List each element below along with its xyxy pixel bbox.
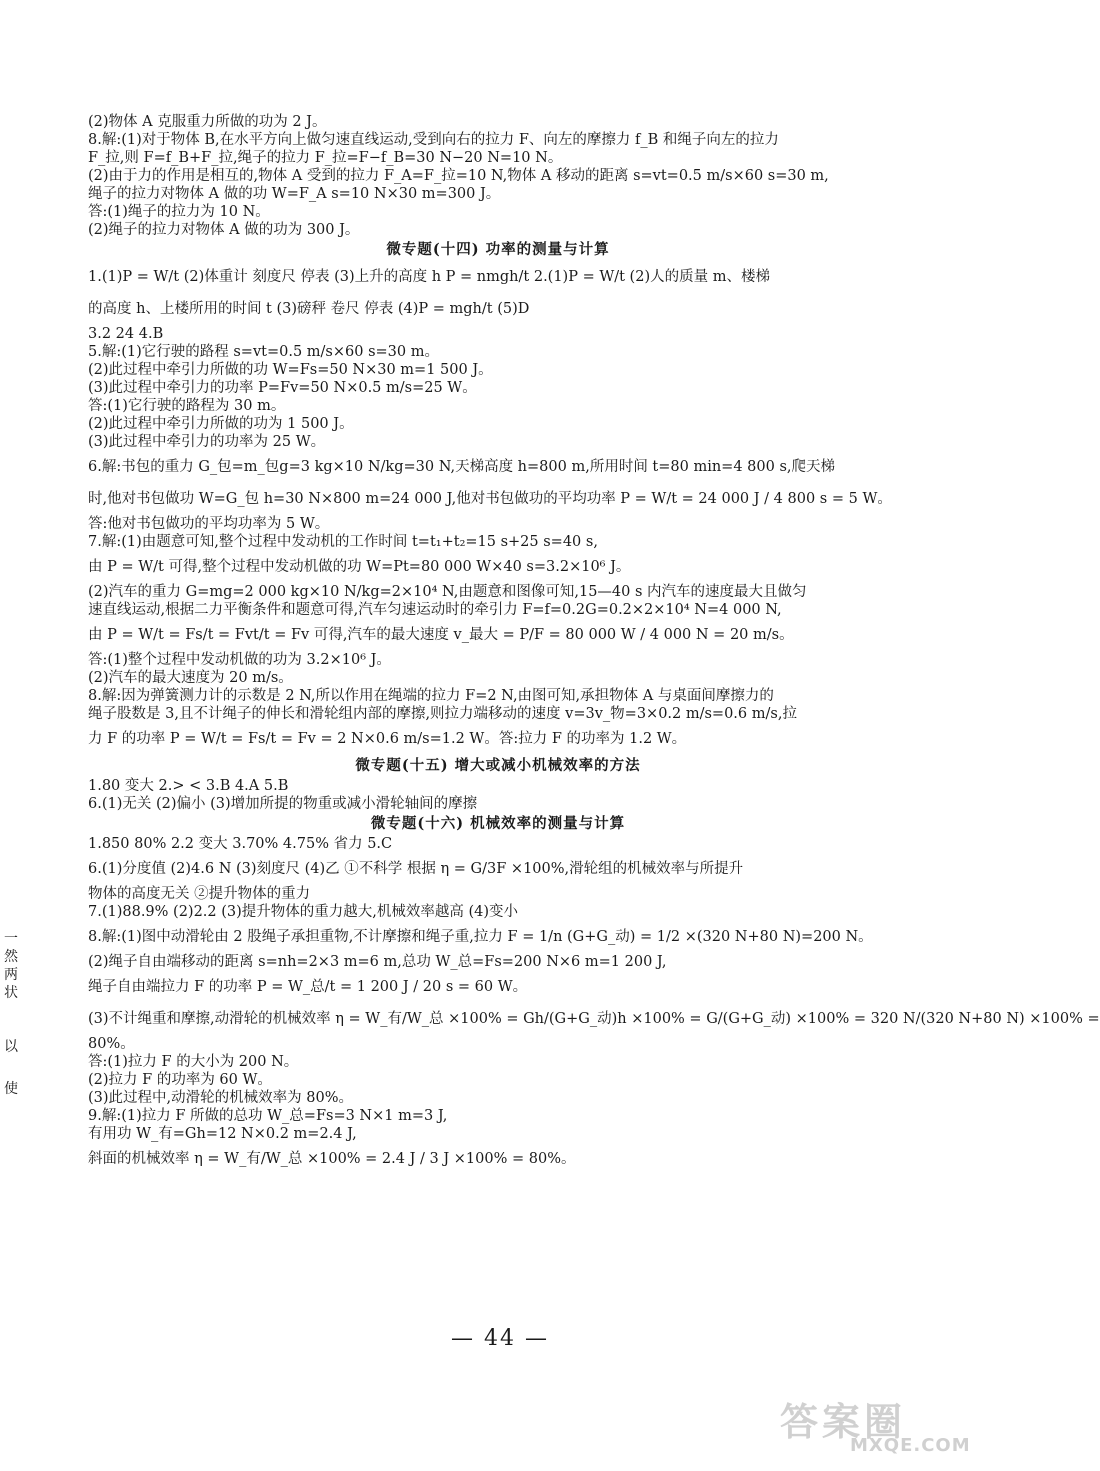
text-line: 80%。: [88, 1036, 135, 1052]
watermark-url: MXQE.COM: [850, 1435, 971, 1456]
text-line: (3)此过程中,动滑轮的机械效率为 80%。: [88, 1090, 353, 1106]
text-line: 答:(1)拉力 F 的大小为 200 N。: [88, 1054, 299, 1070]
margin-char: 使: [4, 1081, 18, 1097]
text-line: 7.解:(1)由题意可知,整个过程中发动机的工作时间 t=t₁+t₂=15 s+25 s=40 s,: [88, 534, 598, 550]
text-line: 斜面的机械效率 η = W_有/W_总 ×100% = 2.4 J / 3 J ×100% = 80%。: [88, 1151, 576, 1167]
text-line: 速直线运动,根据二力平衡条件和题意可得,汽车匀速运动时的牵引力 F=f=0.2G=0.2×2×10⁴ N=4 000 N,: [88, 602, 782, 618]
text-line: 答:(1)它行驶的路程为 30 m。: [88, 398, 286, 414]
text-line: 9.解:(1)拉力 F 所做的总功 W_总=Fs=3 N×1 m=3 J,: [88, 1108, 448, 1124]
margin-char: 状: [4, 985, 18, 1001]
margin-char: 两: [4, 967, 18, 983]
text-line: (2)绳子的拉力对物体 A 做的功为 300 J。: [88, 222, 360, 238]
margin-char: 然: [4, 949, 18, 965]
text-line: (2)汽车的重力 G=mg=2 000 kg×10 N/kg=2×10⁴ N,由题意和图像可知,15—40 s 内汽车的速度最大且做匀: [88, 584, 807, 600]
text-line: F_拉,则 F=f_B+F_拉,绳子的拉力 F_拉=F−f_B=30 N−20 N=10 N。: [88, 150, 563, 166]
text-line: (3)此过程中牵引力的功率 P=Fv=50 N×0.5 m/s=25 W。: [88, 380, 477, 396]
watermark-text: 答案圈: [780, 1400, 907, 1444]
text-line: (2)此过程中牵引力所做的功为 1 500 J。: [88, 416, 354, 432]
text-line: 8.解:(1)对于物体 B,在水平方向上做匀速直线运动,受到向右的拉力 F、向左的摩擦力 f_B 和绳子向左的拉力: [88, 132, 779, 148]
text-line: 答:他对书包做功的平均功率为 5 W。: [88, 516, 330, 532]
margin-char: 以: [4, 1039, 18, 1055]
section-title-14: 微专题(十四) 功率的测量与计算: [386, 241, 610, 258]
text-line: (2)此过程中牵引力所做的功 W=Fs=50 N×30 m=1 500 J。: [88, 362, 493, 378]
page-number: — 44 —: [451, 1326, 549, 1351]
text-line: 1.80 变大 2.> < 3.B 4.A 5.B: [88, 778, 289, 794]
text-line: (2)物体 A 克服重力所做的功为 2 J。: [88, 114, 327, 130]
text-line: 绳子自由端拉力 F 的功率 P = W_总/t = 1 200 J / 20 s = 60 W。: [88, 979, 528, 995]
text-line: 力 F 的功率 P = W/t = Fs/t = Fv = 2 N×0.6 m/s=1.2 W。答:拉力 F 的功率为 1.2 W。: [88, 731, 687, 747]
text-line: 1.850 80% 2.2 变大 3.70% 4.75% 省力 5.C: [88, 836, 393, 852]
text-line: 7.(1)88.9% (2)2.2 (3)提升物体的重力越大,机械效率越高 (4)变小: [88, 904, 519, 920]
text-line: (2)由于力的作用是相互的,物体 A 受到的拉力 F_A=F_拉=10 N,物体 A 移动的距离 s=vt=0.5 m/s×60 s=30 m,: [88, 168, 829, 184]
text-line: 答:(1)绳子的拉力为 10 N。: [88, 204, 270, 220]
text-line: 物体的高度无关 ②提升物体的重力: [88, 886, 311, 902]
text-line: (3)不计绳重和摩擦,动滑轮的机械效率 η = W_有/W_总 ×100% = Gh/(G+G_动)h ×100% = G/(G+G_动) ×100% = 320 N/(320 N+80 N) ×100% =: [88, 1011, 1100, 1027]
text-line: 5.解:(1)它行驶的路程 s=vt=0.5 m/s×60 s=30 m。: [88, 344, 439, 360]
text-line: 由 P = W/t 可得,整个过程中发动机做的功 W=Pt=80 000 W×40 s=3.2×10⁶ J。: [88, 559, 631, 575]
text-line: 8.解:因为弹簧测力计的示数是 2 N,所以作用在绳端的拉力 F=2 N,由图可知,承担物体 A 与桌面间摩擦力的: [88, 688, 774, 704]
text-line: 绳子的拉力对物体 A 做的功 W=F_A s=10 N×30 m=300 J。: [88, 186, 501, 202]
text-line: 由 P = W/t = Fs/t = Fvt/t = Fv 可得,汽车的最大速度 v_最大 = P/F = 80 000 W / 4 000 N = 20 m/s。: [88, 627, 794, 643]
text-line: 绳子股数是 3,且不计绳子的伸长和滑轮组内部的摩擦,则拉力端移动的速度 v=3v_物=3×0.2 m/s=0.6 m/s,拉: [88, 706, 797, 722]
answer-page: [88, 113, 1100, 1175]
text-line: 的高度 h、上楼所用的时间 t (3)磅秤 卷尺 停表 (4)P = mgh/t (5)D: [88, 301, 530, 317]
text-line: 3.2 24 4.B: [88, 326, 164, 342]
text-line: (2)汽车的最大速度为 20 m/s。: [88, 670, 293, 686]
text-line: 6.(1)分度值 (2)4.6 N (3)刻度尺 (4)乙 ①不科学 根据 η = G/3F ×100%,滑轮组的机械效率与所提升: [88, 861, 744, 877]
margin-char: 一: [4, 931, 18, 947]
text-line: (2)绳子自由端移动的距离 s=nh=2×3 m=6 m,总功 W_总=Fs=200 N×6 m=1 200 J,: [88, 954, 667, 970]
text-line: (3)此过程中牵引力的功率为 25 W。: [88, 434, 326, 450]
text-line: 6.解:书包的重力 G_包=m_包g=3 kg×10 N/kg=30 N,天梯高度 h=800 m,所用时间 t=80 min=4 800 s,爬天梯: [88, 459, 836, 475]
text-line: 答:(1)整个过程中发动机做的功为 3.2×10⁶ J。: [88, 652, 391, 668]
left-margin-fragments: [4, 930, 24, 1098]
text-line: 有用功 W_有=Gh=12 N×0.2 m=2.4 J,: [88, 1126, 357, 1142]
section-title-15: 微专题(十五) 增大或减小机械效率的方法: [355, 757, 641, 774]
text-line: 8.解:(1)图中动滑轮由 2 股绳子承担重物,不计摩擦和绳子重,拉力 F = 1/n (G+G_动) = 1/2 ×(320 N+80 N)=200 N。: [88, 929, 873, 945]
section-title-16: 微专题(十六) 机械效率的测量与计算: [370, 815, 626, 832]
text-line: 时,他对书包做功 W=G_包 h=30 N×800 m=24 000 J,他对书包做功的平均功率 P = W/t = 24 000 J / 4 800 s = 5 W。: [88, 491, 892, 507]
watermark-logo: [780, 1387, 980, 1461]
text-line: 6.(1)无关 (2)偏小 (3)增加所提的物重或减小滑轮轴间的摩擦: [88, 796, 478, 812]
text-line: (2)拉力 F 的功率为 60 W。: [88, 1072, 272, 1088]
text-line: 1.(1)P = W/t (2)体重计 刻度尺 停表 (3)上升的高度 h P = nmgh/t 2.(1)P = W/t (2)人的质量 m、楼梯: [88, 269, 770, 285]
